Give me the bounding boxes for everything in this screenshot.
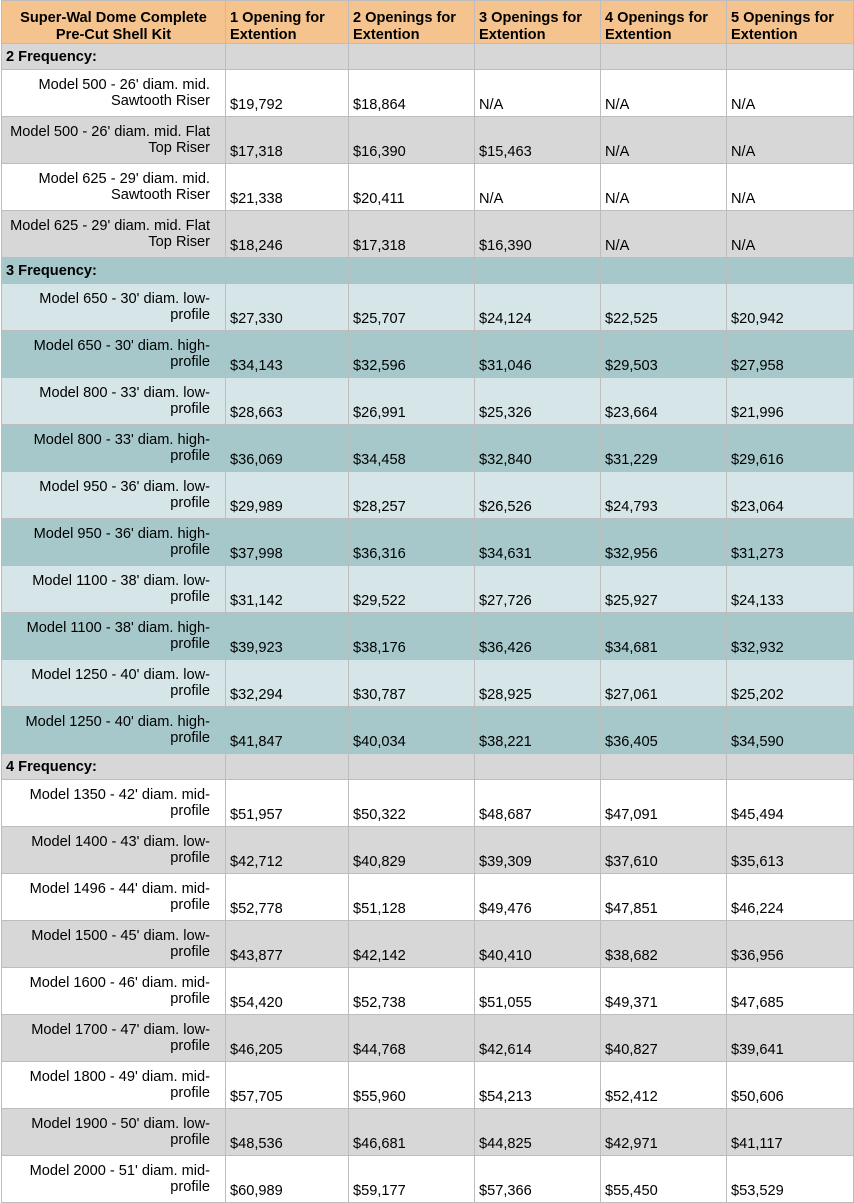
price-cell: N/A	[601, 211, 727, 258]
price-cell: $40,827	[601, 1015, 727, 1062]
price-cell: $16,390	[475, 211, 601, 258]
table-row	[2, 613, 854, 660]
section-empty-cell	[727, 754, 854, 780]
price-cell: $49,476	[475, 874, 601, 921]
model-name: Model 1350 - 42' diam. mid-profile	[2, 780, 226, 827]
section-empty-cell	[349, 754, 475, 780]
price-cell: $20,942	[727, 284, 854, 331]
section-empty-cell	[475, 258, 601, 284]
price-cell: $34,458	[349, 425, 475, 472]
price-cell: $53,529	[727, 1156, 854, 1203]
price-cell: $32,956	[601, 519, 727, 566]
model-name: Model 1900 - 50' diam. low-profile	[2, 1109, 226, 1156]
price-cell: $47,685	[727, 968, 854, 1015]
table-row	[2, 519, 854, 566]
price-cell: N/A	[727, 211, 854, 258]
section-empty-cell	[727, 44, 854, 70]
column-header-1-opening: 1 Opening for Extention	[226, 1, 349, 44]
price-cell: $52,778	[226, 874, 349, 921]
price-cell: $27,061	[601, 660, 727, 707]
price-cell: $25,927	[601, 566, 727, 613]
price-cell: $30,787	[349, 660, 475, 707]
section-empty-cell	[226, 44, 349, 70]
price-cell: $54,420	[226, 968, 349, 1015]
table-row	[2, 425, 854, 472]
price-cell: $49,371	[601, 968, 727, 1015]
price-cell: $57,705	[226, 1062, 349, 1109]
price-cell: $26,526	[475, 472, 601, 519]
section-empty-cell	[475, 754, 601, 780]
model-name: Model 1400 - 43' diam. low-profile	[2, 827, 226, 874]
model-name: Model 500 - 26' diam. mid. Sawtooth Riser	[2, 70, 226, 117]
price-table	[1, 0, 854, 1203]
price-cell: $18,864	[349, 70, 475, 117]
price-cell: $39,641	[727, 1015, 854, 1062]
section-empty-cell	[601, 258, 727, 284]
price-cell: $28,257	[349, 472, 475, 519]
price-cell: $32,596	[349, 331, 475, 378]
section-empty-cell	[727, 258, 854, 284]
price-cell: $18,246	[226, 211, 349, 258]
price-cell: N/A	[601, 117, 727, 164]
table-row	[2, 1015, 854, 1062]
column-header-3-openings: 3 Openings for Extention	[475, 1, 601, 44]
price-cell: $51,128	[349, 874, 475, 921]
price-cell: $25,202	[727, 660, 854, 707]
price-cell: N/A	[727, 117, 854, 164]
table-row	[2, 921, 854, 968]
section-empty-cell	[475, 44, 601, 70]
table-row	[2, 566, 854, 613]
price-cell: N/A	[727, 70, 854, 117]
price-cell: $50,322	[349, 780, 475, 827]
price-cell: $31,142	[226, 566, 349, 613]
section-empty-cell	[349, 258, 475, 284]
price-cell: $48,536	[226, 1109, 349, 1156]
price-cell: $32,840	[475, 425, 601, 472]
price-cell: $45,494	[727, 780, 854, 827]
price-cell: $34,681	[601, 613, 727, 660]
price-cell: $60,989	[226, 1156, 349, 1203]
price-cell: $23,664	[601, 378, 727, 425]
table-row	[2, 378, 854, 425]
model-name: Model 1100 - 38' diam. high-profile	[2, 613, 226, 660]
table-row	[2, 211, 854, 258]
price-cell: $36,426	[475, 613, 601, 660]
price-cell: $47,091	[601, 780, 727, 827]
table-row	[2, 1062, 854, 1109]
price-cell: $32,294	[226, 660, 349, 707]
price-cell: $50,606	[727, 1062, 854, 1109]
table-row	[2, 660, 854, 707]
price-cell: $39,309	[475, 827, 601, 874]
price-cell: $37,610	[601, 827, 727, 874]
header-row	[2, 1, 854, 44]
price-cell: $36,956	[727, 921, 854, 968]
section-empty-cell	[226, 754, 349, 780]
section-title: 4 Frequency:	[2, 754, 226, 780]
model-name: Model 500 - 26' diam. mid. Flat Top Riser	[2, 117, 226, 164]
column-header-kit: Super-Wal Dome Complete Pre-Cut Shell Kit	[2, 1, 226, 44]
model-name: Model 800 - 33' diam. low-profile	[2, 378, 226, 425]
price-cell: $16,390	[349, 117, 475, 164]
table-row	[2, 827, 854, 874]
table-row	[2, 968, 854, 1015]
price-cell: $36,405	[601, 707, 727, 754]
table-row	[2, 874, 854, 921]
price-cell: $39,923	[226, 613, 349, 660]
table-row	[2, 284, 854, 331]
price-cell: N/A	[475, 164, 601, 211]
model-name: Model 625 - 29' diam. mid. Sawtooth Riser	[2, 164, 226, 211]
price-cell: $46,681	[349, 1109, 475, 1156]
price-cell: $41,847	[226, 707, 349, 754]
model-name: Model 1600 - 46' diam. mid-profile	[2, 968, 226, 1015]
price-cell: $42,142	[349, 921, 475, 968]
price-cell: $51,957	[226, 780, 349, 827]
price-cell: $36,069	[226, 425, 349, 472]
price-cell: $28,925	[475, 660, 601, 707]
price-cell: $34,590	[727, 707, 854, 754]
model-name: Model 950 - 36' diam. high-profile	[2, 519, 226, 566]
price-cell: $34,143	[226, 331, 349, 378]
model-name: Model 1800 - 49' diam. mid-profile	[2, 1062, 226, 1109]
table-row	[2, 780, 854, 827]
price-cell: N/A	[601, 164, 727, 211]
price-cell: $36,316	[349, 519, 475, 566]
price-cell: $59,177	[349, 1156, 475, 1203]
price-cell: $24,133	[727, 566, 854, 613]
price-cell: $17,318	[349, 211, 475, 258]
section-empty-cell	[601, 44, 727, 70]
table-row	[2, 331, 854, 378]
section-row	[2, 258, 854, 284]
model-name: Model 1100 - 38' diam. low-profile	[2, 566, 226, 613]
price-cell: $21,338	[226, 164, 349, 211]
price-cell: $21,996	[727, 378, 854, 425]
column-header-5-openings: 5 Openings for Extention	[727, 1, 854, 44]
price-cell: $27,726	[475, 566, 601, 613]
table-row	[2, 1156, 854, 1203]
price-cell: $46,205	[226, 1015, 349, 1062]
section-empty-cell	[226, 258, 349, 284]
model-name: Model 1250 - 40' diam. low-profile	[2, 660, 226, 707]
price-cell: N/A	[475, 70, 601, 117]
price-cell: $48,687	[475, 780, 601, 827]
price-cell: $32,932	[727, 613, 854, 660]
price-cell: $46,224	[727, 874, 854, 921]
section-title: 2 Frequency:	[2, 44, 226, 70]
model-name: Model 625 - 29' diam. mid. Flat Top Riser	[2, 211, 226, 258]
price-cell: $29,522	[349, 566, 475, 613]
price-cell: $29,989	[226, 472, 349, 519]
price-cell: $42,971	[601, 1109, 727, 1156]
price-cell: $42,712	[226, 827, 349, 874]
section-row	[2, 44, 854, 70]
column-header-4-openings: 4 Openings for Extention	[601, 1, 727, 44]
table-row	[2, 472, 854, 519]
price-cell: $28,663	[226, 378, 349, 425]
model-name: Model 1700 - 47' diam. low-profile	[2, 1015, 226, 1062]
table-row	[2, 117, 854, 164]
section-row	[2, 754, 854, 780]
price-cell: $17,318	[226, 117, 349, 164]
table-row	[2, 70, 854, 117]
price-cell: $54,213	[475, 1062, 601, 1109]
price-cell: $29,503	[601, 331, 727, 378]
price-cell: $47,851	[601, 874, 727, 921]
price-cell: $27,330	[226, 284, 349, 331]
model-name: Model 1496 - 44' diam. mid-profile	[2, 874, 226, 921]
price-cell: $44,768	[349, 1015, 475, 1062]
model-name: Model 800 - 33' diam. high-profile	[2, 425, 226, 472]
price-cell: $40,034	[349, 707, 475, 754]
price-cell: $40,410	[475, 921, 601, 968]
price-cell: N/A	[727, 164, 854, 211]
price-cell: $35,613	[727, 827, 854, 874]
price-cell: $31,229	[601, 425, 727, 472]
price-cell: $52,738	[349, 968, 475, 1015]
price-cell: $43,877	[226, 921, 349, 968]
price-cell: $40,829	[349, 827, 475, 874]
model-name: Model 2000 - 51' diam. mid-profile	[2, 1156, 226, 1203]
price-cell: $15,463	[475, 117, 601, 164]
price-cell: $41,117	[727, 1109, 854, 1156]
model-name: Model 950 - 36' diam. low-profile	[2, 472, 226, 519]
model-name: Model 650 - 30' diam. low-profile	[2, 284, 226, 331]
table-row	[2, 164, 854, 211]
price-cell: $31,273	[727, 519, 854, 566]
model-name: Model 1250 - 40' diam. high-profile	[2, 707, 226, 754]
price-cell: $22,525	[601, 284, 727, 331]
price-cell: $26,991	[349, 378, 475, 425]
price-cell: $37,998	[226, 519, 349, 566]
price-cell: $24,124	[475, 284, 601, 331]
price-cell: $52,412	[601, 1062, 727, 1109]
price-cell: $29,616	[727, 425, 854, 472]
model-name: Model 1500 - 45' diam. low-profile	[2, 921, 226, 968]
price-cell: $31,046	[475, 331, 601, 378]
price-cell: $38,682	[601, 921, 727, 968]
price-cell: $20,411	[349, 164, 475, 211]
price-cell: $34,631	[475, 519, 601, 566]
price-cell: $55,450	[601, 1156, 727, 1203]
price-cell: $19,792	[226, 70, 349, 117]
price-cell: $38,176	[349, 613, 475, 660]
price-cell: $27,958	[727, 331, 854, 378]
column-header-2-openings: 2 Openings for Extention	[349, 1, 475, 44]
price-cell: $25,707	[349, 284, 475, 331]
section-empty-cell	[349, 44, 475, 70]
section-empty-cell	[601, 754, 727, 780]
price-cell: $42,614	[475, 1015, 601, 1062]
section-title: 3 Frequency:	[2, 258, 226, 284]
table-row	[2, 707, 854, 754]
price-cell: $23,064	[727, 472, 854, 519]
price-cell: $55,960	[349, 1062, 475, 1109]
price-cell: $57,366	[475, 1156, 601, 1203]
price-cell: N/A	[601, 70, 727, 117]
table-row	[2, 1109, 854, 1156]
model-name: Model 650 - 30' diam. high-profile	[2, 331, 226, 378]
price-cell: $44,825	[475, 1109, 601, 1156]
price-cell: $25,326	[475, 378, 601, 425]
price-cell: $24,793	[601, 472, 727, 519]
price-cell: $38,221	[475, 707, 601, 754]
price-cell: $51,055	[475, 968, 601, 1015]
